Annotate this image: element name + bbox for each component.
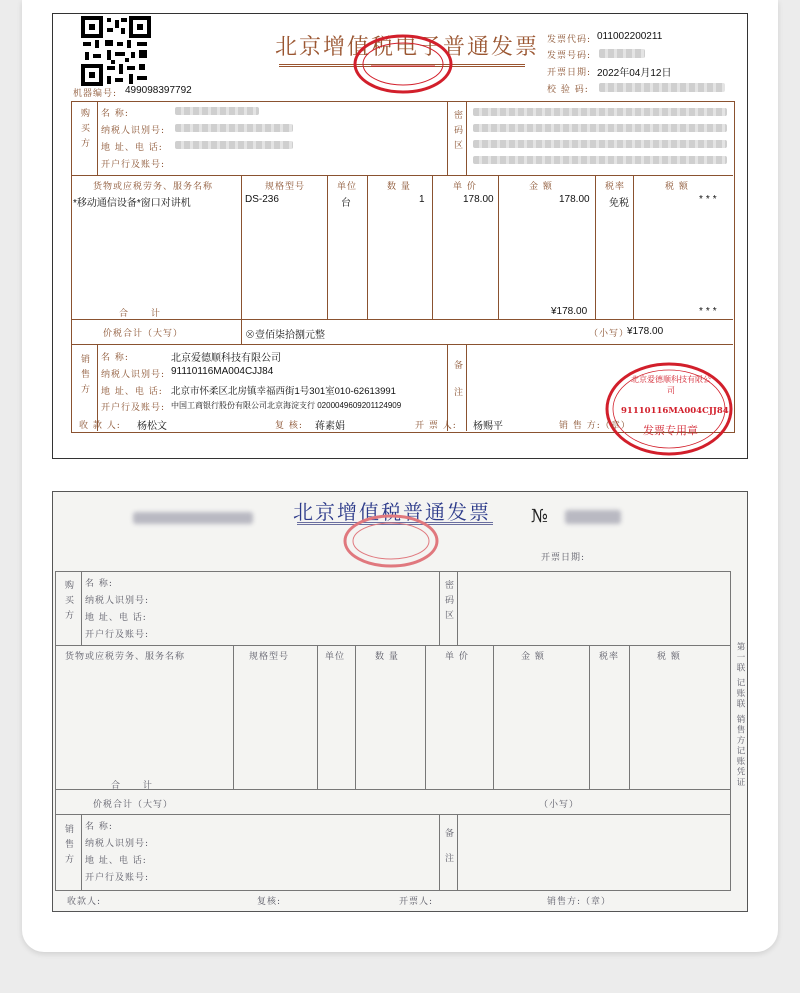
- cipher-label-2: 密码区: [443, 580, 453, 625]
- buyer-addr-label: 地 址、电 话:: [101, 143, 163, 153]
- buyer-taxid-label: 纳税人识别号:: [101, 126, 166, 136]
- col-tax-header-2: 税 额: [657, 652, 681, 662]
- seller-side-label: 销售方: [79, 354, 89, 399]
- blurred-number: [565, 510, 621, 524]
- electronic-invoice: [52, 13, 748, 459]
- number-symbol: №: [531, 506, 549, 527]
- col-unit-header: 单位: [337, 182, 358, 192]
- item-qty: 1: [419, 194, 425, 205]
- item-amount: 178.00: [559, 194, 590, 205]
- cipher-line: [473, 108, 727, 116]
- buyer-name-label: 名 称:: [101, 109, 129, 119]
- number-label: 发票号码:: [547, 51, 592, 61]
- seller-bank-label: 开户行及账号:: [101, 403, 166, 413]
- invoice-code: 011002200211: [597, 31, 663, 42]
- code-label: 发票代码:: [547, 35, 592, 45]
- cipher-line: [473, 156, 727, 164]
- col-rate-header: 税率: [605, 182, 626, 192]
- seller-name: 北京爱德顺科技有限公司: [171, 353, 281, 364]
- remark-label: 备注: [452, 360, 462, 414]
- grand-total-words: ⊗壹佰柒拾捌元整: [245, 330, 325, 341]
- item-spec: DS-236: [245, 194, 279, 205]
- col-price-header: 单 价: [453, 182, 477, 192]
- total-label: 合 计: [119, 309, 170, 319]
- grand-small-label: （小写）: [589, 329, 630, 339]
- buyer-label-bank-2: 开户行及账号:: [85, 630, 150, 640]
- item-unit: 台: [341, 198, 351, 209]
- seller-seal-label-2: 销售方:（章）: [547, 897, 612, 907]
- invoice-title-2: 北京增值税普通发票: [293, 500, 491, 524]
- cipher-line: [473, 140, 727, 148]
- buyer-label-taxid-2: 纳税人识别号:: [85, 596, 150, 606]
- col-price-header-2: 单 价: [445, 652, 469, 662]
- buyer-bank-label: 开户行及账号:: [101, 160, 166, 170]
- total-tax: ***: [699, 306, 720, 317]
- seller-label-bank-2: 开户行及账号:: [85, 873, 150, 883]
- machine-no-label: 机器编号:: [73, 89, 118, 99]
- redacted-check-code: [599, 83, 725, 92]
- redacted-number: [599, 49, 645, 58]
- total-label-2: 合 计: [111, 781, 162, 791]
- payee-label-2: 收款人:: [67, 897, 102, 907]
- issuer-label: 开 票 人:: [415, 421, 457, 431]
- remark-label-2: 备注: [443, 828, 453, 878]
- issuer: 杨赐平: [473, 421, 503, 432]
- reviewer: 蒋素娟: [315, 421, 345, 432]
- issuer-label-2: 开票人:: [399, 897, 434, 907]
- payee: 杨松文: [137, 421, 167, 432]
- col-unit-header-2: 单位: [325, 652, 346, 662]
- redacted-buyer-addr: [175, 141, 293, 149]
- grand-total-amount: ¥178.00: [627, 326, 664, 337]
- cipher-label: 密码区: [452, 110, 462, 155]
- date-label: 开票日期:: [547, 68, 592, 78]
- grand-small-label-2: （小写）: [539, 800, 580, 810]
- stamp-company: 北京爱德顺科技有限公司: [631, 375, 711, 395]
- col-qty-header: 数 量: [387, 182, 411, 192]
- machine-no: 499098397792: [125, 85, 192, 96]
- seller-seal-label: 销 售 方:（章）: [559, 421, 631, 431]
- col-qty-header-2: 数 量: [375, 652, 399, 662]
- stamp-purpose: 发票专用章: [643, 424, 698, 437]
- seller-addr: 北京市怀柔区北房镇幸福西街1号301室010-62613991: [171, 386, 396, 397]
- payee-label: 收 款 人:: [79, 421, 121, 431]
- redacted-buyer-taxid: [175, 124, 293, 132]
- col-tax-header: 税 额: [665, 182, 689, 192]
- total-amount: ¥178.00: [551, 306, 588, 317]
- buyer-side-label-2: 购买方: [63, 580, 73, 625]
- invoice-title: 北京增值税电子普通发票: [275, 35, 540, 60]
- buyer-label-addr-2: 地 址、电 话:: [85, 613, 147, 623]
- seller-label-taxid-2: 纳税人识别号:: [85, 839, 150, 849]
- review-label-2: 复核:: [257, 897, 282, 907]
- qr-code-icon: [81, 16, 151, 86]
- col-name-header: 货物或应税劳务、服务名称: [93, 182, 214, 192]
- blurred-code: [133, 512, 253, 524]
- date-label-2: 开票日期:: [541, 553, 586, 563]
- grand-total-label: 价税合计（大写）: [103, 329, 184, 339]
- col-spec-header: 规格型号: [265, 182, 306, 192]
- seller-taxid: 91110116MA004CJJ84: [171, 366, 274, 377]
- seller-side-label-2: 销售方: [63, 824, 73, 869]
- review-label: 复 核:: [275, 421, 303, 431]
- col-amount-header: 金 额: [529, 182, 553, 192]
- col-spec-header-2: 规格型号: [249, 652, 290, 662]
- redacted-buyer-name: [175, 107, 259, 115]
- col-rate-header-2: 税率: [599, 652, 620, 662]
- paper-invoice: [52, 491, 748, 912]
- seller-name-label: 名 称:: [101, 353, 129, 363]
- buyer-label-name-2: 名 称:: [85, 579, 113, 589]
- seller-label-name-2: 名 称:: [85, 822, 113, 832]
- copy-side-note: 第一联 记账联 销售方记账凭证: [735, 642, 745, 788]
- seller-bank: 中国工商银行股份有限公司北京海淀支行 0200049609201124909: [171, 401, 402, 410]
- check-label: 校 验 码:: [547, 85, 589, 95]
- col-amount-header-2: 金 额: [521, 652, 545, 662]
- seller-addr-label: 地 址、电 话:: [101, 387, 163, 397]
- seller-label-addr-2: 地 址、电 话:: [85, 856, 147, 866]
- item-price: 178.00: [463, 194, 494, 205]
- cipher-line: [473, 124, 727, 132]
- item-rate: 免税: [609, 198, 629, 209]
- col-name-header-2: 货物或应税劳务、服务名称: [65, 652, 186, 662]
- tax-bureau-stamp: [351, 32, 455, 96]
- tax-bureau-stamp-2: [341, 512, 441, 570]
- item-tax: ***: [699, 194, 720, 205]
- invoice-date: 2022年04月12日: [597, 68, 672, 79]
- stamp-taxid: 91110116MA004CJJ84: [621, 406, 729, 416]
- grand-total-label-2: 价税合计（大写）: [93, 800, 174, 810]
- item-name: *移动通信设备*窗口对讲机: [73, 198, 191, 209]
- seller-taxid-label: 纳税人识别号:: [101, 370, 166, 380]
- buyer-side-label: 购买方: [79, 108, 89, 153]
